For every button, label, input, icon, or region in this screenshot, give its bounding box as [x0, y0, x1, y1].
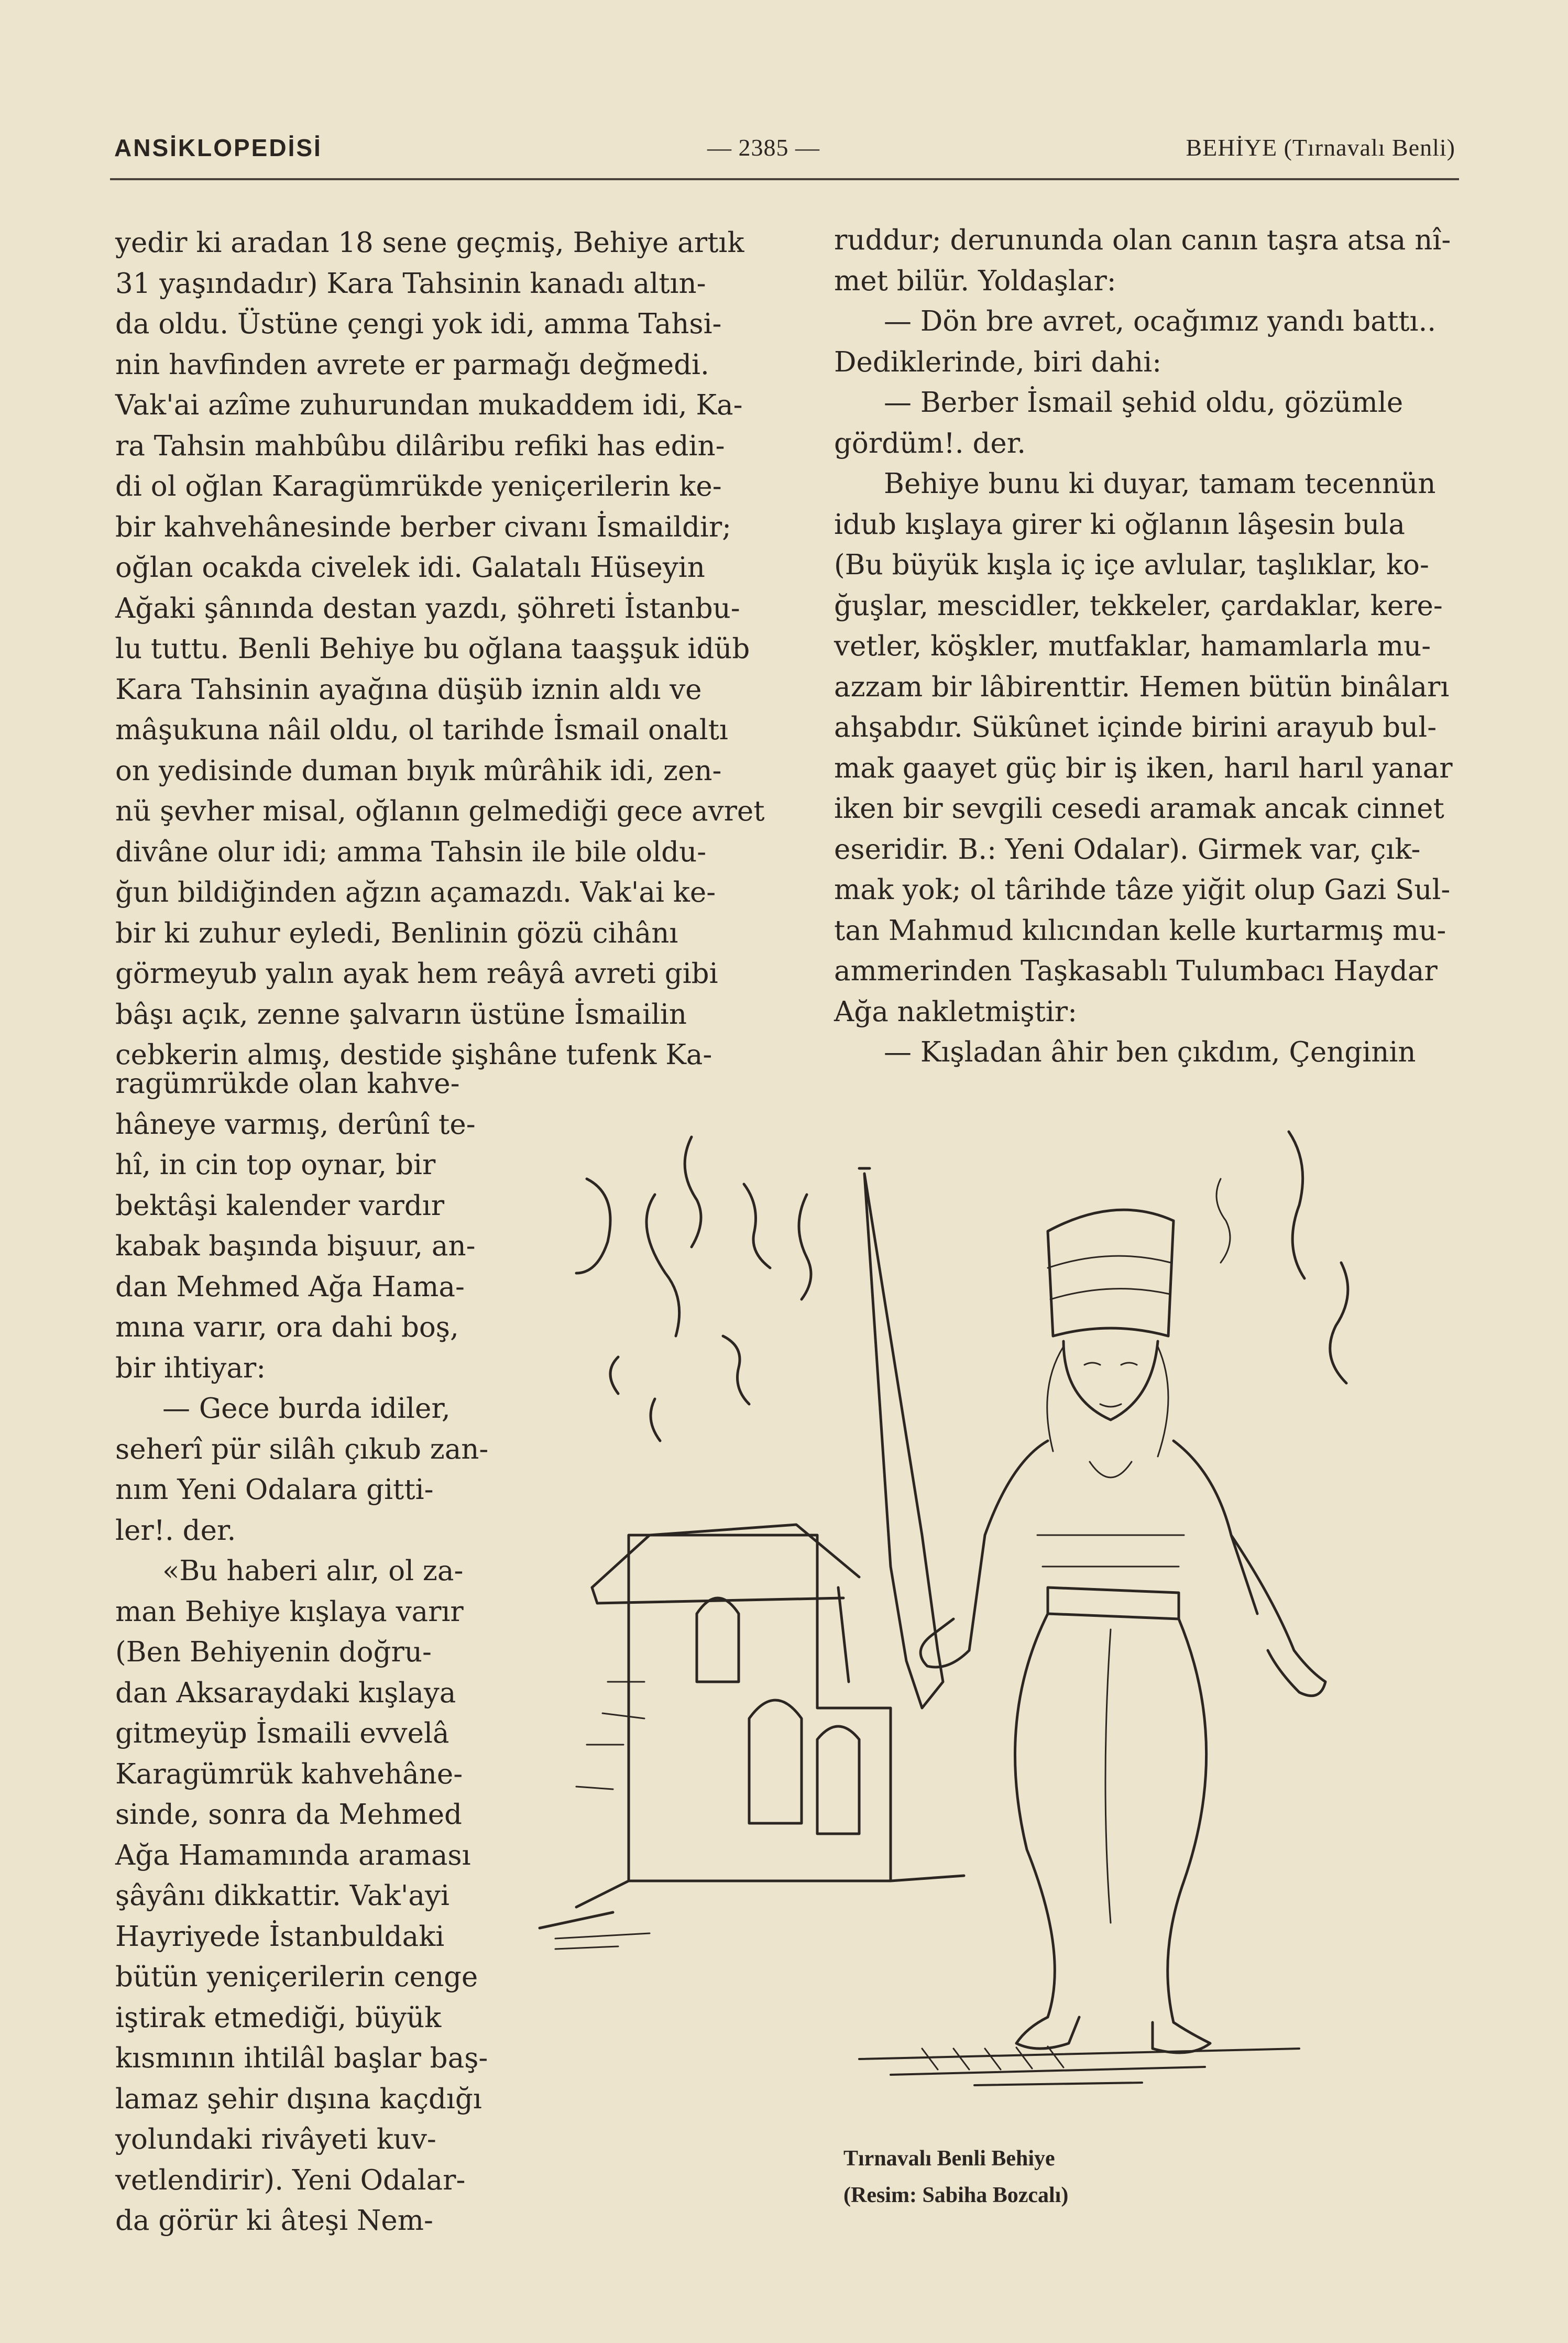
text-line: yedir ki aradan 18 sene geçmiş, Behiye artık	[115, 227, 744, 259]
text-line: divâne olur idi; amma Tahsin ile bile oldu-	[115, 836, 707, 868]
text-line: di ol oğlan Karagümrükde yeniçerilerin ke-	[115, 470, 722, 502]
text-line: gitmeyüp İsmaili evvelâ	[115, 1717, 449, 1749]
text-line: Hayriyede İstanbuldaki	[115, 1920, 445, 1953]
text-line: 31 yaşındadır) Kara Tahsinin kanadı altın-	[115, 267, 706, 300]
text-line: gördüm!. der.	[834, 427, 1026, 459]
running-header-left: ANSİKLOPEDİSİ	[114, 134, 322, 161]
text-line: kısmının ihtilâl başlar baş-	[115, 2042, 488, 2074]
text-line: mına varır, ora dahi boş,	[115, 1311, 459, 1343]
text-line: bâşı açık, zenne şalvarın üstüne İsmailin	[115, 998, 687, 1031]
text-line: — Kışladan âhir ben çıkdım, Çenginin	[884, 1036, 1416, 1068]
text-line: mâşukuna nâil oldu, ol tarihde İsmail onaltı	[115, 714, 728, 746]
text-line: dan Aksaraydaki kışlaya	[115, 1677, 456, 1709]
text-line: «Bu haberi alır, ol za-	[162, 1555, 464, 1587]
text-line: bir kahvehânesinde berber civanı İsmaildir;	[115, 511, 732, 543]
text-line: sinde, sonra da Mehmed	[115, 1799, 462, 1831]
header-rule	[110, 178, 1459, 180]
text-line: (Bu büyük kışla iç içe avlular, taşlıklar, ko-	[834, 549, 1429, 581]
text-line: ammerinden Taşkasablı Tulumbacı Haydar	[834, 955, 1438, 987]
text-line: — Gece burda idiler,	[162, 1393, 451, 1425]
text-line: seherî pür silâh çıkub zan-	[115, 1433, 489, 1465]
text-line: dan Mehmed Ağa Hama-	[115, 1271, 465, 1303]
text-line: tan Mahmud kılıcından kelle kurtarmış mu-	[834, 914, 1446, 947]
text-line: Vak'ai azîme zuhurundan mukaddem idi, Ka-	[115, 389, 743, 421]
text-line: lu tuttu. Benli Behiye bu oğlana taaşşuk idüb	[115, 633, 750, 665]
text-line: hî, in cin top oynar, bir	[115, 1149, 436, 1181]
caption-credit: (Resim: Sabiha Bozcalı)	[843, 2183, 1069, 2207]
text-line: bektâşi kalender vardır	[115, 1189, 445, 1222]
text-line: ragümrükde olan kahve-	[115, 1068, 460, 1100]
text-line: idub kışlaya girer ki oğlanın lâşesin bula	[834, 508, 1405, 541]
text-line: Ağa nakletmiştir:	[834, 995, 1077, 1028]
rifle-sketch	[864, 1174, 943, 1708]
text-line: mak gaayet güç bir iş iken, harıl harıl yanar	[834, 752, 1453, 784]
text-line: Behiye bunu ki duyar, tamam tecennün	[884, 468, 1436, 500]
right-column	[834, 220, 1463, 1073]
text-line: ra Tahsin mahbûbu dilâribu refiki has edin-	[115, 430, 725, 462]
text-line: ruddur; derununda olan canın taşra atsa nî-	[834, 224, 1451, 256]
text-line: iken bir sevgili cesedi aramak ancak cinnet	[834, 793, 1444, 825]
text-line: met bilür. Yoldaşlar:	[834, 265, 1116, 297]
text-line: ler!. der.	[115, 1514, 236, 1547]
text-line: on yedisinde duman bıyık mûrâhik idi, zen-	[115, 754, 722, 787]
page-number: — 2385 —	[707, 134, 820, 161]
text-line: Kara Tahsinin ayağına düşüb iznin aldı ve	[115, 673, 702, 706]
text-line: da görür ki âteşi Nem-	[115, 2205, 433, 2237]
text-line: iştirak etmediği, büyük	[115, 2001, 442, 2034]
text-line: Ağaki şânında destan yazdı, şöhreti İstanbu-	[115, 592, 740, 625]
text-line: man Behiye kışlaya varır	[115, 1595, 464, 1628]
text-line: — Berber İsmail şehid oldu, gözümle	[884, 387, 1403, 419]
illustration-behiye	[524, 1064, 1462, 2122]
text-line: vetlendirir). Yeni Odalar-	[115, 2164, 466, 2196]
text-line: — Dön bre avret, ocağımız yandı battı..	[884, 305, 1437, 337]
text-line: mak yok; ol târihde tâze yiğit olup Gazi Sul-	[834, 874, 1451, 906]
text-line: bir ki zuhur eyledi, Benlinin gözü cihânı	[115, 917, 678, 949]
text-line: da oldu. Üstüne çengi yok idi, amma Tahsi-	[115, 308, 722, 340]
text-line: nin havfinden avrete er parmağı değmedi.	[115, 348, 709, 381]
text-line: eseridir. B.: Yeni Odalar). Girmek var, çık-	[834, 833, 1421, 866]
text-line: azzam bir lâbirenttir. Hemen bütün binâları	[834, 671, 1450, 703]
caption-title: Tırnavalı Benli Behiye	[843, 2147, 1055, 2171]
text-line: bütün yeniçerilerin cenge	[115, 1961, 478, 1993]
text-line: ahşabdır. Sükûnet içinde birini arayub bul-	[834, 711, 1437, 743]
text-line: vetler, köşkler, mutfaklar, hamamlarla mu-	[834, 630, 1431, 662]
illustration-caption	[843, 2140, 1315, 2214]
text-line: kabak başında bişuur, an-	[115, 1230, 476, 1262]
text-line: oğlan ocakda civelek idi. Galatalı Hüseyin	[115, 552, 705, 584]
text-line: bir ihtiyar:	[115, 1352, 266, 1384]
text-line: ğuşlar, mescidler, tekkeler, çardaklar, kere-	[834, 589, 1443, 622]
text-line: nım Yeni Odalara gitti-	[115, 1474, 434, 1506]
text-line: hâneye varmış, derûnî te-	[115, 1108, 476, 1141]
text-line: görmeyub yalın ayak hem reâyâ avreti gibi	[115, 958, 718, 990]
figure-sketch	[1048, 1210, 1174, 1336]
text-line: Dediklerinde, biri dahi:	[834, 346, 1162, 378]
left-column-narrow	[115, 1064, 492, 2241]
running-header-right: BEHİYE (Tırnavalı Benli)	[1186, 134, 1455, 161]
text-line: şâyânı dikkattir. Vak'ayi	[115, 1880, 449, 1912]
text-line: Ağa Hamamında araması	[115, 1839, 471, 1871]
text-line: (Ben Behiyenin doğru-	[115, 1636, 432, 1668]
left-column-top	[115, 223, 765, 1076]
text-line: Karagümrük kahvehâne-	[115, 1758, 463, 1790]
text-line: nü şevher misal, oğlanın gelmediği gece avret	[115, 795, 765, 827]
text-line: lamaz şehir dışına kaçdığı	[115, 2083, 482, 2115]
text-line: ğun bildiğinden ağzın açamazdı. Vak'ai ke-	[115, 877, 716, 908]
text-line: yolundaki rivâyeti kuv-	[115, 2123, 436, 2155]
text-line: cebkerin almış, destide şişhâne tufenk Ka-	[115, 1039, 712, 1071]
